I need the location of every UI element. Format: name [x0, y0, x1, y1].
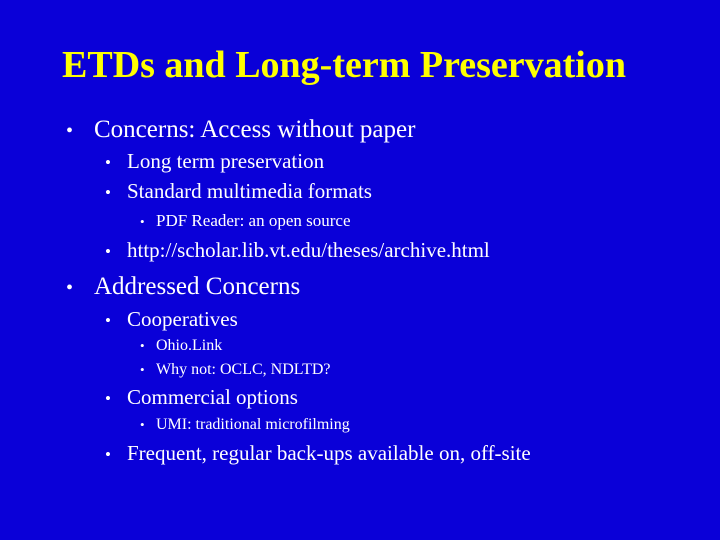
bullet-item-concerns [66, 117, 415, 142]
bullet-text: Cooperatives [127, 307, 238, 331]
bullet-text: Ohio.Link [156, 337, 223, 354]
bullet-item-commercial [105, 387, 298, 408]
bullet-item-ohiolink [140, 338, 222, 354]
bullet-icon: • [105, 153, 111, 172]
bullet-icon: • [66, 120, 74, 142]
bullet-icon: • [105, 445, 111, 464]
bullet-item-why-not [140, 362, 331, 378]
bullet-text: PDF Reader: an open source [156, 211, 351, 230]
bullet-icon: • [140, 338, 145, 353]
bullet-text: Standard multimedia formats [127, 179, 372, 203]
bullet-item-url [105, 240, 490, 261]
bullet-item-addressed-concerns [66, 274, 300, 299]
bullet-item-long-term [105, 151, 324, 172]
bullet-item-pdf-reader [140, 212, 351, 229]
bullet-icon: • [105, 183, 111, 202]
bullet-icon: • [66, 277, 74, 299]
bullet-text: UMI: traditional microfilming [156, 416, 350, 433]
slide-title: ETDs and Long-term Preservation [62, 44, 626, 86]
bullet-text: Frequent, regular back-ups available on, off-site [127, 441, 531, 465]
bullet-item-umi [140, 417, 350, 433]
bullet-icon: • [140, 214, 145, 229]
bullet-text: Commercial options [127, 385, 298, 409]
bullet-item-cooperatives [105, 309, 238, 330]
bullet-text: Long term preservation [127, 149, 325, 173]
bullet-icon: • [105, 389, 111, 408]
bullet-icon: • [105, 242, 111, 261]
bullet-item-backups [105, 443, 531, 464]
bullet-text: http://scholar.lib.vt.edu/theses/archive.html [127, 238, 490, 262]
bullet-icon: • [140, 417, 145, 432]
bullet-item-standard-formats [105, 181, 372, 202]
bullet-text: Addressed Concerns [94, 273, 301, 300]
bullet-text: Concerns: Access without paper [94, 116, 416, 143]
bullet-icon: • [140, 362, 145, 377]
bullet-text: Why not: OCLC, NDLTD? [156, 361, 331, 378]
bullet-icon: • [105, 311, 111, 330]
